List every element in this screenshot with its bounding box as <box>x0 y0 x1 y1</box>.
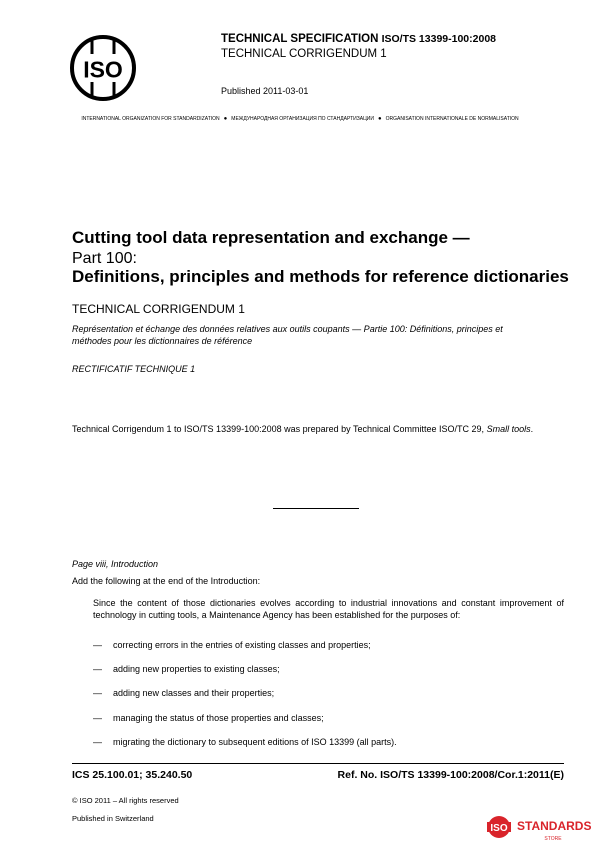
list-item-text: adding new classes and their properties; <box>113 688 275 698</box>
preparation-end: . <box>530 424 534 434</box>
dash-icon: — <box>93 688 102 698</box>
list-item <box>93 640 371 650</box>
dash-icon: — <box>93 640 102 650</box>
bullet-icon: ● <box>377 116 382 122</box>
org-ru: МЕЖДУНАРОДНАЯ ОРГАНИЗАЦИЯ ПО СТАНДАРТИЗАЦИИ <box>231 116 374 122</box>
corrigendum-heading: TECHNICAL CORRIGENDUM 1 <box>221 48 387 60</box>
dash-icon: — <box>93 664 102 674</box>
french-title: Représentation et échange des données relatives aux outils coupants — Partie 100: Définitions, principes et méthodes pour les dictionnaires de référence <box>72 324 503 346</box>
preparation-text: Technical Corrigendum 1 to ISO/TS 13399-100:2008 was prepared by Technical Committee ISO/TC 29, <box>72 424 485 434</box>
amendment-paragraph: Since the content of those dictionaries evolves according to industrial innovations and constant improvement of technology in cutting tools, a Maintenance Agency has been established for the purposes of: <box>93 598 564 620</box>
org-fr: ORGANISATION INTERNATIONALE DE NORMALISATION <box>385 116 519 122</box>
copyright: © ISO 2011 – All rights reserved <box>72 796 179 805</box>
part-number: Part 100: <box>72 250 137 267</box>
list-item-text: managing the status of those properties and classes; <box>113 713 324 723</box>
dash-icon: — <box>93 713 102 723</box>
separator-rule <box>273 508 359 509</box>
spec-type: TECHNICAL SPECIFICATION <box>221 33 379 45</box>
bullet-icon: ● <box>223 116 228 122</box>
committee-name: Small tools <box>486 424 531 434</box>
list-item-text: correcting errors in the entries of existing classes and properties; <box>113 640 371 650</box>
list-item-text: adding new properties to existing classes; <box>113 664 280 674</box>
list-item-text: migrating the dictionary to subsequent editions of ISO 13399 (all parts). <box>113 737 397 747</box>
list-item <box>93 713 324 723</box>
store-badge-text: ISO <box>490 823 508 834</box>
iso-store-logo[interactable] <box>487 812 597 844</box>
page-reference: Page viii, Introduction <box>72 559 159 569</box>
spec-number: ISO/TS 13399-100:2008 <box>381 33 497 45</box>
rectificatif-label: RECTIFICATIF TECHNIQUE 1 <box>72 364 196 374</box>
dash-icon: — <box>93 737 102 747</box>
footer-rule <box>72 763 564 764</box>
preparation-statement <box>72 423 564 435</box>
part-title: Definitions, principles and methods for reference dictionaries <box>72 267 569 286</box>
list-item <box>93 664 280 674</box>
ics-code: ICS 25.100.01; 35.240.50 <box>72 769 193 781</box>
iso-logo-text: ISO <box>83 56 123 83</box>
store-label: STANDARDS <box>517 819 592 833</box>
amendment-instruction: Add the following at the end of the Introduction: <box>72 576 261 586</box>
store-sub: STORE <box>544 836 562 842</box>
reference-number: Ref. No. ISO/TS 13399-100:2008/Cor.1:2011(E) <box>337 769 564 781</box>
published-in: Published in Switzerland <box>72 814 154 823</box>
iso-logo <box>70 34 136 102</box>
corrigendum-label: TECHNICAL CORRIGENDUM 1 <box>72 302 245 316</box>
list-item <box>93 688 274 698</box>
org-en: INTERNATIONAL ORGANIZATION FOR STANDARDIZATION <box>81 116 220 122</box>
organization-line <box>0 116 600 122</box>
list-item <box>93 737 397 747</box>
spec-title <box>221 33 496 45</box>
document-title: Cutting tool data representation and exchange — <box>72 228 470 247</box>
published-date: Published 2011-03-01 <box>221 86 309 96</box>
